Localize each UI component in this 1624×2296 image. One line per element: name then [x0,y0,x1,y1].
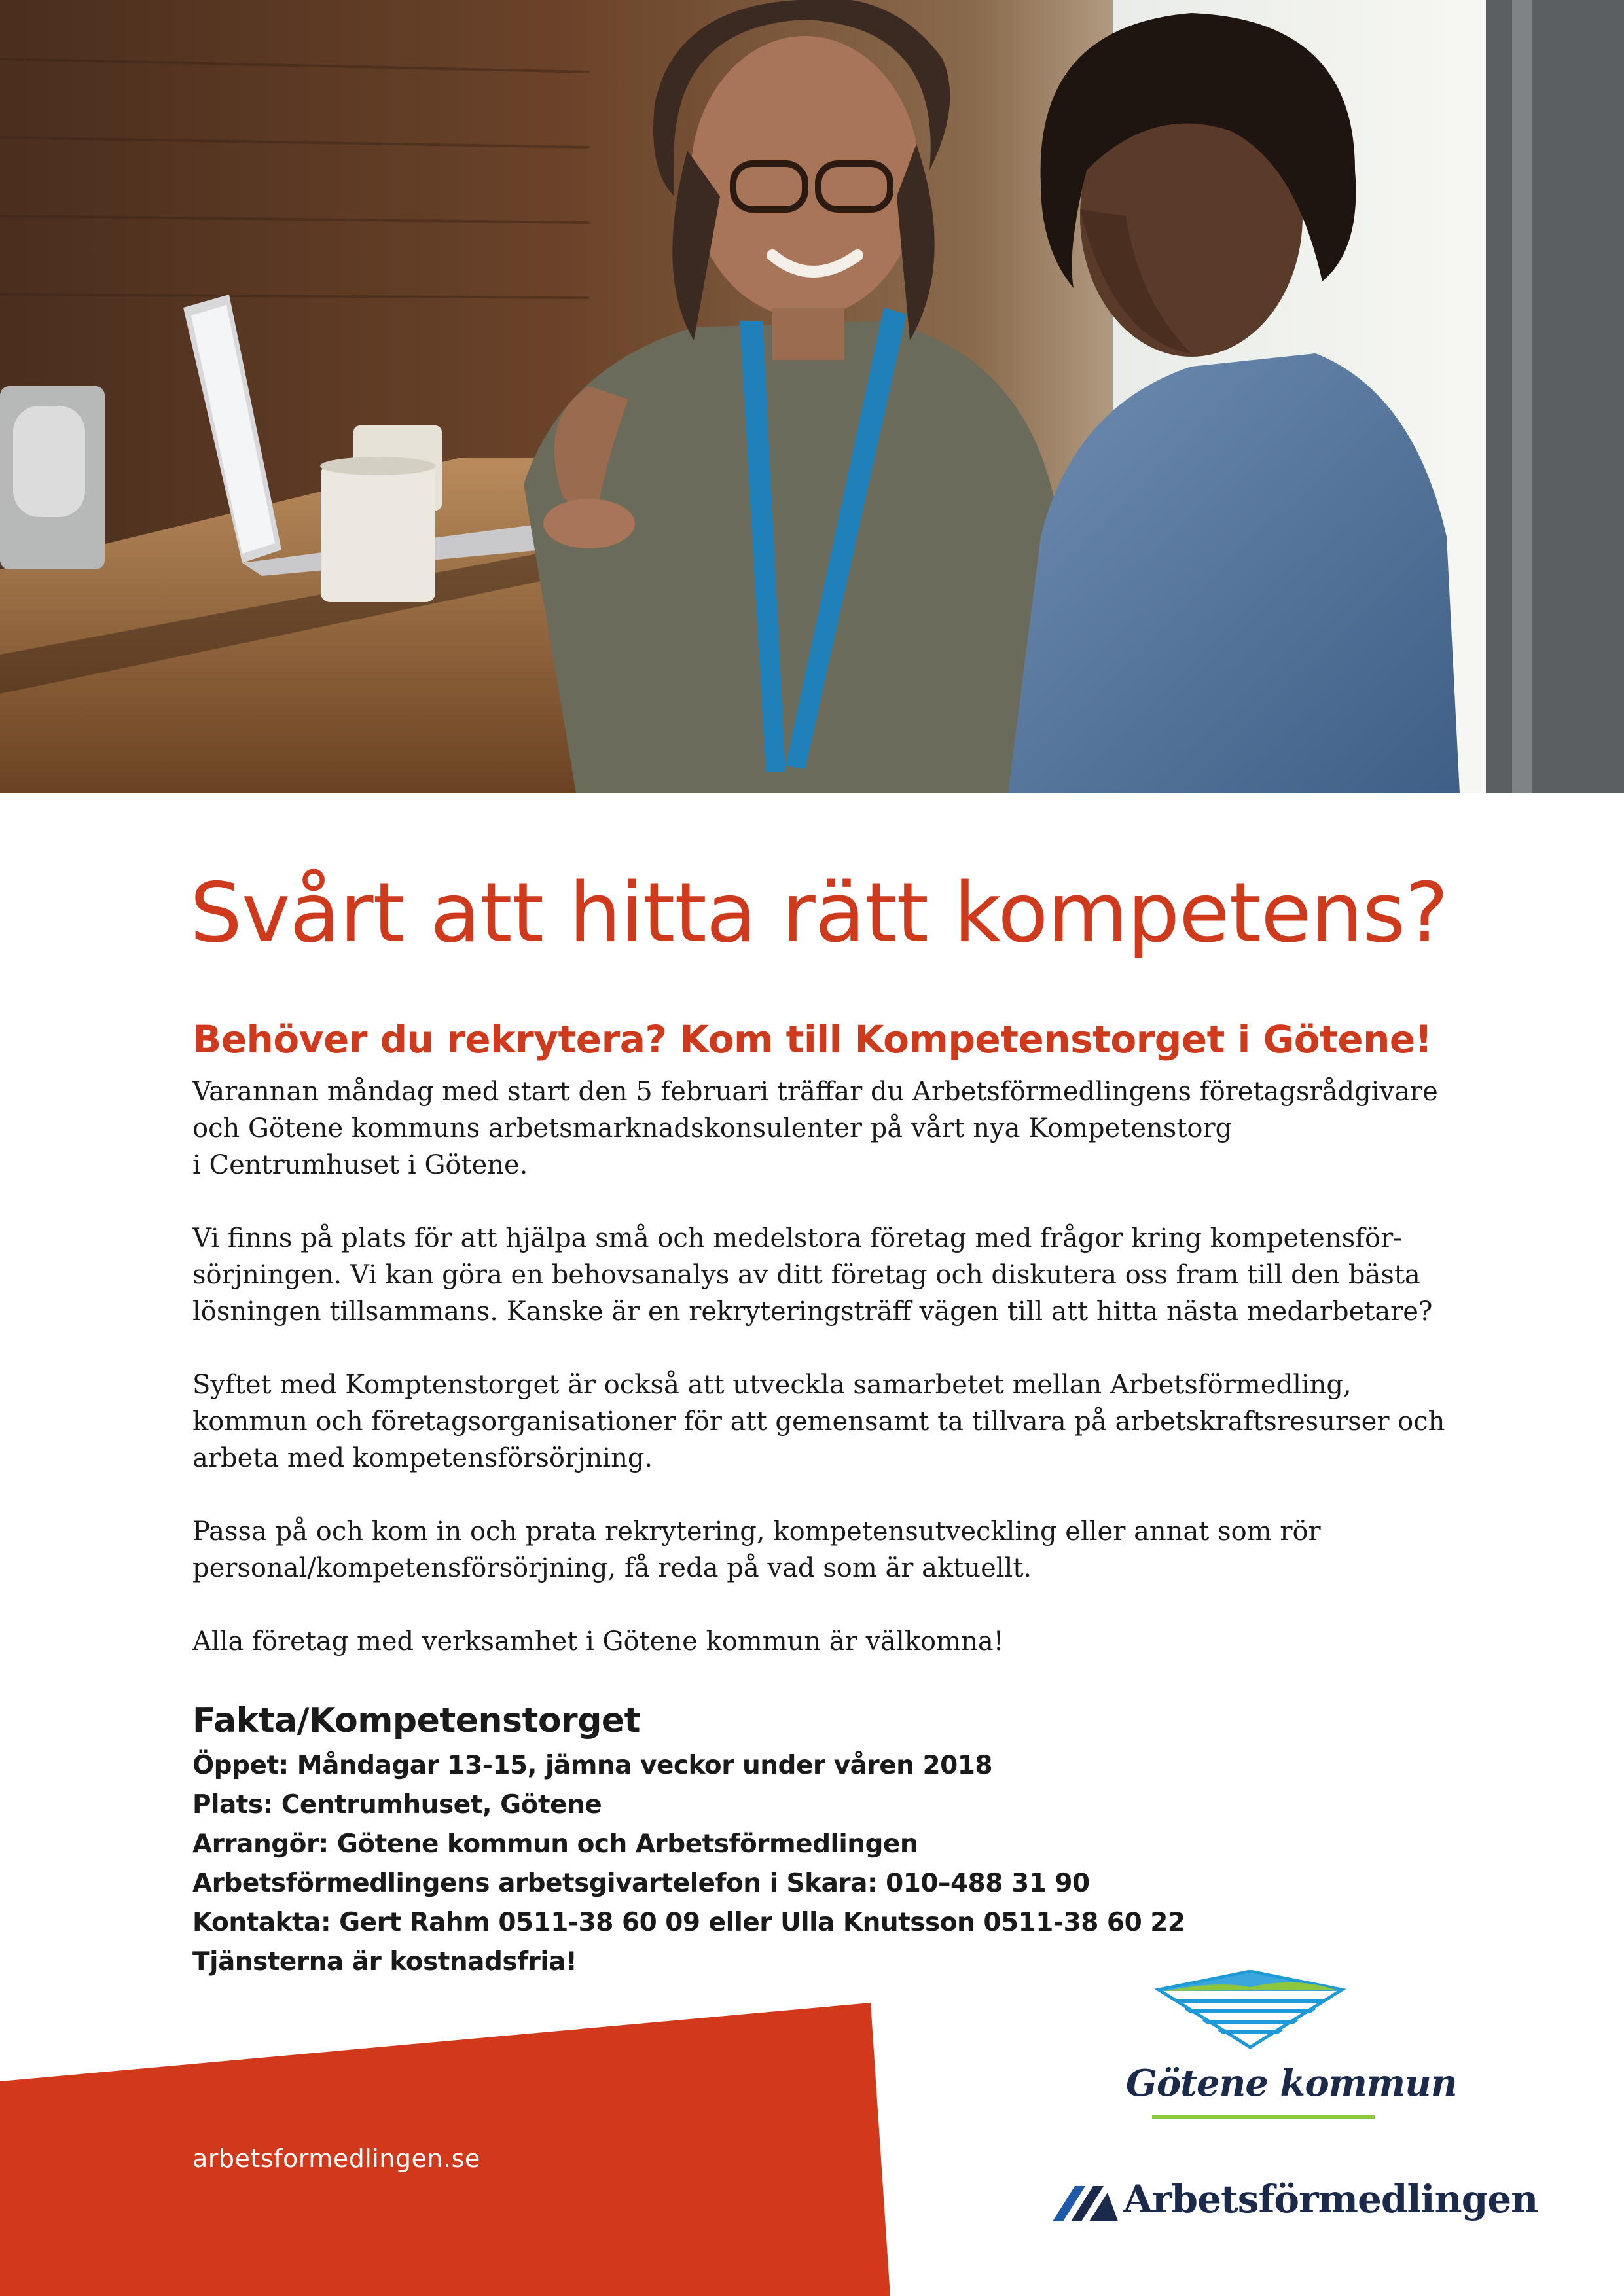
body-line: Alla företag med verksamhet i Götene kommun är välkomna! [192,1626,1004,1657]
facts-organizer: Arrangör: Götene kommun och Arbetsförmedlingen [192,1829,918,1859]
paragraph-3 [192,1367,1475,1477]
body-line: arbeta med kompetensförsörjning. [192,1443,653,1473]
paragraph-2 [192,1220,1475,1330]
hero-photo [0,0,1624,793]
arbetsformedlingen-chevron-icon [1053,2182,1118,2221]
body-line: lösningen tillsammans. Kanske är en rekryteringsträff vägen till att hitta nästa medarbetare? [192,1297,1433,1327]
facts-open: Öppet: Måndagar 13-15, jämna veckor under våren 2018 [192,1751,993,1780]
body-text [192,1073,1475,1660]
body-line: Vi finns på plats för att hjälpa små och medelstora företag med frågor kring kompetensför- [192,1223,1402,1253]
body-line: och Götene kommuns arbetsmarknadskonsulenter på vårt nya Kompetenstorg [192,1113,1233,1143]
body-line: Passa på och kom in och prata rekrytering, kompetensutveckling eller annat som rör [192,1516,1321,1547]
gotene-underline [1152,2115,1375,2119]
body-line: Syftet med Komptenstorget är också att utveckla samarbetet mellan Arbetsförmedling, [192,1370,1352,1400]
website-link[interactable]: arbetsformedlingen.se [192,2144,480,2173]
headline: Svårt att hitta rätt kompetens? [190,865,1448,961]
facts-phone: Arbetsförmedlingens arbetsgivartelefon i Skara: 010–488 31 90 [192,1869,1090,1898]
facts-free: Tjänsterna är kostnadsfria! [192,1947,577,1977]
body-line: sörjningen. Vi kan göra en behovsanalys av ditt företag och diskutera oss fram till den bästa [192,1260,1420,1290]
gotene-landscape-diamond-icon [1139,1970,1362,2049]
gotene-kommun-logo [1126,1970,1457,2121]
body-line: personal/kompetensförsörjning, få reda på vad som är aktuellt. [192,1553,1032,1583]
paragraph-1 [192,1073,1475,1183]
body-line: Varannan måndag med start den 5 februari träffar du Arbetsförmedlingens företagsrådgivare [192,1077,1438,1107]
facts-box [192,1698,1371,1982]
body-line: i Centrumhuset i Götene. [192,1150,528,1180]
facts-title: Fakta/Kompetenstorget [192,1701,641,1740]
paragraph-4 [192,1513,1475,1587]
gotene-kommun-name: Götene kommun [1126,2062,1457,2105]
paragraph-5 [192,1623,1475,1660]
subheadline: Behöver du rekrytera? Kom till Kompetenstorget i Götene! [192,1017,1432,1062]
arbetsformedlingen-name: Arbetsförmedlingen [1123,2177,1538,2221]
arbetsformedlingen-logo [1053,2174,1538,2227]
facts-place: Plats: Centrumhuset, Götene [192,1790,602,1820]
body-line: kommun och företagsorganisationer för att gemensamt ta tillvara på arbetskraftsresurser och [192,1407,1445,1437]
facts-contact: Kontakta: Gert Rahm 0511-38 60 09 eller Ulla Knutsson 0511-38 60 22 [192,1908,1185,1937]
